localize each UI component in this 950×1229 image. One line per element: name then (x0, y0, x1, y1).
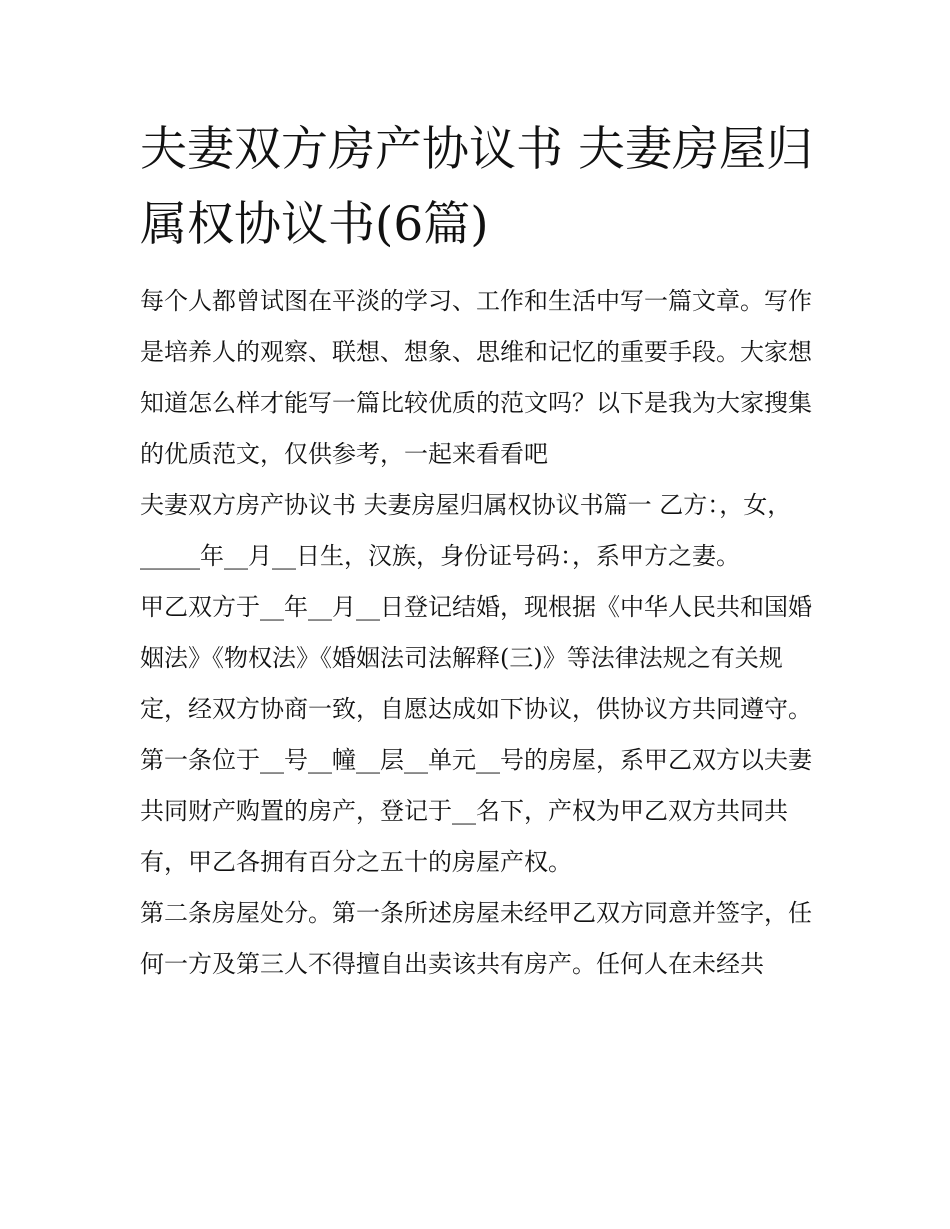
intro-paragraph: 每个人都曾试图在平淡的学习、工作和生活中写一篇文章。写作是培养人的观察、联想、想象、思维和记忆的重要手段。大家想知道怎么样才能写一篇比较优质的范文吗？以下是我为大家搜集的优质范文，仅供参考，一起来看看吧 (140, 287, 812, 468)
marriage-paragraph: 甲乙双方于__年__月__日登记结婚，现根据《中华人民共和国婚姻法》《物权法》《婚姻法司法解释(三)》等法律法规之有关规定，经双方协商一致，自愿达成如下协议，供协议方共同遵守。 (140, 593, 812, 723)
document-title: 夫妻双方房产协议书 夫妻房屋归属权协议书(6篇) (140, 122, 813, 252)
article-2-paragraph: 第二条房屋处分。第一条所述房屋未经甲乙双方同意并签字，任何一方及第三人不得擅自出卖该共有房产。任何人在未经共 (140, 899, 812, 978)
document-page (140, 112, 820, 990)
article-1-paragraph: 第一条位于__号__幢__层__单元__号的房屋，系甲乙双方以夫妻共同财产购置的房产，登记于__名下，产权为甲乙双方共同共有，甲乙各拥有百分之五十的房屋产权。 (140, 746, 812, 876)
party-b-paragraph: 夫妻双方房产协议书 夫妻房屋归属权协议书篇一 乙方：，女，_____年__月__日生，汉族，身份证号码：，系甲方之妻。 (140, 491, 792, 570)
